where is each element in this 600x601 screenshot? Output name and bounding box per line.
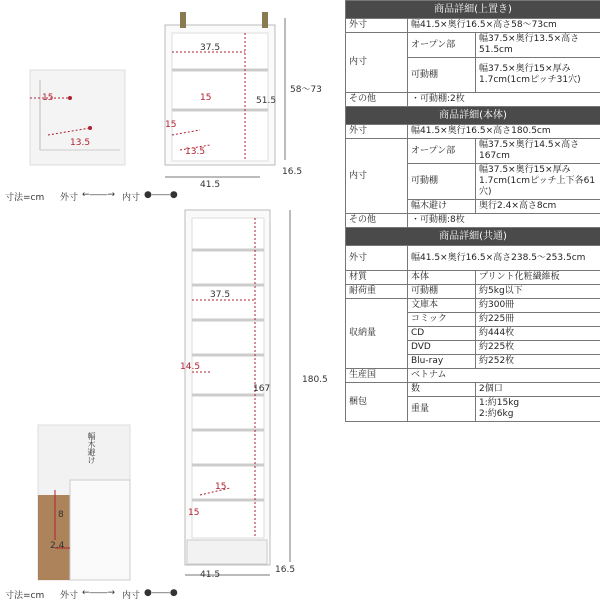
value: 幅41.5×奥行16.5×高さ180.5cm — [408, 125, 600, 139]
legend-outer-arrow: ←――→ — [82, 190, 115, 200]
legend-inner-arrow-2: ●――● — [144, 588, 178, 598]
top-height-outer: 58〜73 — [290, 82, 322, 95]
value: 約5kg以下 — [476, 285, 600, 299]
detail-d2-label: 13.5 — [70, 138, 90, 148]
value: 幅37.5×奥行14.5×高さ167cm — [476, 139, 600, 164]
top-width-outer: 41.5 — [200, 180, 220, 190]
legend-inner-2: 内寸 — [122, 588, 140, 601]
section-header-common: 商品詳細(共通) — [346, 228, 600, 246]
legend-outer: 外寸 — [60, 190, 78, 203]
main-unit-illustration — [185, 210, 290, 575]
value: 奥行2.4×高さ8cm — [476, 200, 600, 214]
label: 耐荷重 — [346, 285, 408, 299]
spec-table — [345, 0, 600, 422]
top-unit-illustration — [165, 12, 285, 177]
value: 約300冊 — [476, 299, 600, 313]
label: 材質 — [346, 271, 408, 285]
main-depth-open: 14.5 — [180, 362, 200, 372]
sub-label: 文庫本 — [408, 299, 476, 313]
sub-label: 幅木避け — [408, 200, 476, 214]
value: 幅41.5×奥行16.5×高さ58〜73cm — [408, 19, 600, 33]
main-depth-outer: 16.5 — [275, 565, 295, 575]
label: 内寸 — [346, 33, 408, 93]
legend-inner-arrow: ●――● — [144, 190, 178, 200]
legend-outer-arrow-2: ←――→ — [82, 588, 115, 598]
label: 外寸 — [346, 246, 408, 271]
value: ベトナム — [408, 369, 600, 383]
value: 幅37.5×奥行15×厚み1.7cm(1cmピッチ31穴) — [476, 58, 600, 93]
sub-label: オープン部 — [408, 33, 476, 58]
top-shelf-depth: 15 — [200, 93, 211, 103]
label: 梱包 — [346, 383, 408, 422]
label: 生産国 — [346, 369, 408, 383]
sub-label: CD — [408, 327, 476, 341]
main-width-outer: 41.5 — [200, 570, 220, 580]
label: 外寸 — [346, 125, 408, 139]
sub-label: 可動棚 — [408, 285, 476, 299]
value: 約225冊 — [476, 313, 600, 327]
baseboard-label: 幅木避け — [86, 432, 97, 464]
label: 収納量 — [346, 299, 408, 369]
top-open-depth: 13.5 — [185, 147, 205, 157]
value: ・可動棚:2枚 — [408, 93, 600, 107]
baseboard-height: 8 — [58, 510, 64, 520]
legend-unit: 寸法=cm — [5, 190, 44, 203]
legend-outer-2: 外寸 — [60, 588, 78, 601]
top-depth-outer: 16.5 — [282, 167, 302, 177]
spec-table-area — [345, 0, 600, 600]
sub-label: Blu-ray — [408, 355, 476, 369]
label: 内寸 — [346, 139, 408, 214]
value: 幅37.5×奥行13.5×高さ51.5cm — [476, 33, 600, 58]
value: 幅37.5×奥行15×厚み1.7cm(1cmピッチ上下各61穴) — [476, 164, 600, 200]
value: 約444枚 — [476, 327, 600, 341]
section-header-main: 商品詳細(本体) — [346, 107, 600, 125]
section-header-top: 商品詳細(上置き) — [346, 1, 600, 19]
value: 2個口 — [476, 383, 600, 397]
top-detail-illustration — [30, 70, 125, 165]
sub-label: 数 — [408, 383, 476, 397]
base-detail-illustration — [38, 425, 130, 580]
sub-label: 重量 — [408, 397, 476, 422]
main-shelf-depth-2: 15 — [188, 508, 199, 518]
value: ・可動棚:8枚 — [408, 214, 600, 228]
weight-2: 2:約6kg — [479, 409, 513, 419]
legend-inner: 内寸 — [122, 190, 140, 203]
weight-1: 1:約15kg — [479, 398, 519, 408]
label: その他 — [346, 214, 408, 228]
top-shelf-label: 15 — [165, 120, 176, 130]
sub-label: 可動棚 — [408, 164, 476, 200]
baseboard-depth: 2.4 — [50, 541, 64, 551]
main-width-inner: 37.5 — [210, 290, 230, 300]
value: 約225枚 — [476, 341, 600, 355]
label: その他 — [346, 93, 408, 107]
value: プリント化粧繊維板 — [476, 271, 600, 285]
label: 外寸 — [346, 19, 408, 33]
detail-d-label: 15 — [42, 93, 53, 103]
sub-label: 可動棚 — [408, 58, 476, 93]
sub-label: 本体 — [408, 271, 476, 285]
sub-label: コミック — [408, 313, 476, 327]
sub-label: DVD — [408, 341, 476, 355]
top-width-inner: 37.5 — [200, 43, 220, 53]
main-height-outer: 180.5 — [302, 375, 328, 385]
main-shelf-depth-1: 15 — [215, 482, 226, 492]
value: 約252枚 — [476, 355, 600, 369]
value: 幅41.5×奥行16.5×高さ238.5〜253.5cm — [408, 246, 600, 271]
value — [476, 397, 600, 422]
top-height-open: 51.5 — [256, 96, 276, 106]
sub-label: オープン部 — [408, 139, 476, 164]
legend-unit-2: 寸法=cm — [5, 588, 44, 601]
main-height-inner: 167 — [253, 384, 270, 394]
